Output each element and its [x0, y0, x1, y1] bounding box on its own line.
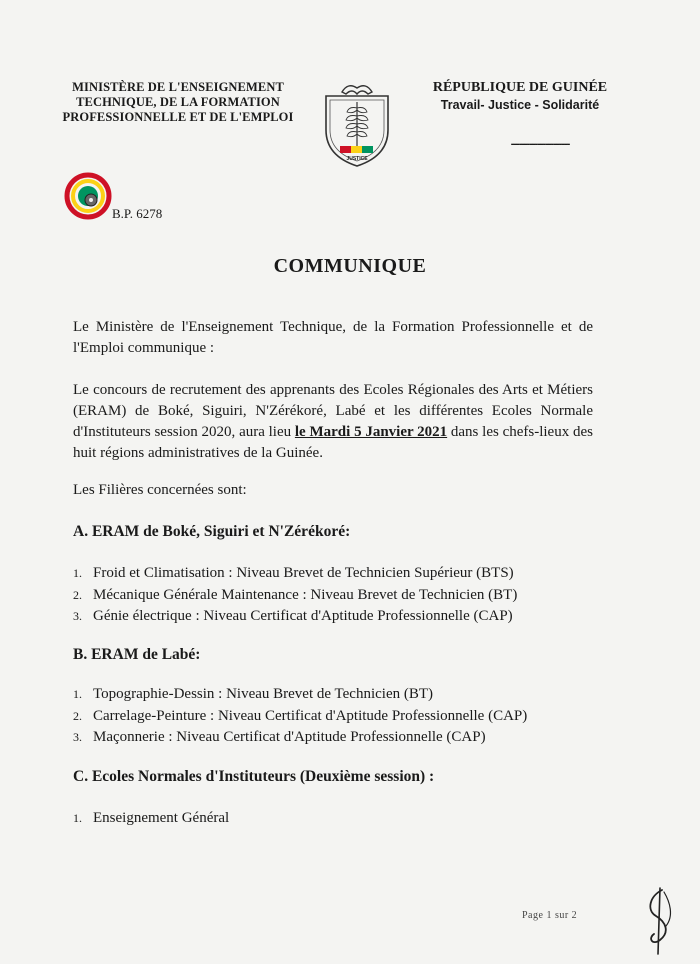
flag-red-stripe [340, 146, 351, 153]
item-number: 3. [73, 609, 82, 623]
section-heading-a: A. ERAM de Boké, Siguiri et N'Zérékoré: [73, 523, 351, 540]
exam-date: le Mardi 5 Janvier 2021 [294, 424, 448, 440]
item-text: Mécanique Générale Maintenance : Niveau Brevet de Technicien (BT) [93, 586, 518, 603]
ministry-logo [63, 172, 113, 220]
section-c-list [73, 808, 229, 830]
item-text: Maçonnerie : Niveau Certificat d'Aptitude Professionnelle (CAP) [93, 729, 486, 745]
separator-line: ---------------------- [510, 138, 570, 150]
ministry-line: PROFESSIONNELLE ET DE L'EMPLOI [62, 110, 294, 124]
item-text: Froid et Climatisation : Niveau Brevet de Technicien Supérieur (BTS) [93, 565, 514, 581]
flag-green-stripe [362, 146, 373, 153]
page-number: Page 1 sur 2 [522, 910, 578, 921]
document-title: COMMUNIQUE [273, 255, 427, 277]
item-number: 1. [73, 566, 82, 580]
republic-title: RÉPUBLIQUE DE GUINÉE [432, 80, 608, 95]
list-item [73, 606, 517, 628]
announcement-text: Le concours de recrutement des apprenants des Ecoles Régionales des Arts et Métiers (ERAM) de Boké, Siguiri, N'Zérékoré, Labé et les différentes Ecoles Normale d'Instituteurs session 2020, aura lieu [73, 382, 593, 440]
intro-paragraph: Le Ministère de l'Enseignement Technique, de la Formation Professionnelle et de l'Emploi communique : [73, 319, 593, 356]
ministry-header [58, 80, 298, 125]
announcement-paragraph [73, 380, 593, 464]
list-item [73, 684, 527, 706]
item-text: Enseignement Général [93, 810, 230, 826]
flag-yellow-stripe [351, 146, 362, 153]
list-item [73, 727, 527, 749]
item-text: Carrelage-Peinture : Niveau Certificat d'Aptitude Professionnelle (CAP) [93, 707, 528, 724]
section-heading-b: B. ERAM de Labé: [73, 646, 201, 663]
handwritten-signature [640, 886, 680, 956]
ministry-line: TECHNIQUE, DE LA FORMATION [76, 95, 280, 109]
list-item [73, 585, 517, 607]
item-number: 2. [73, 587, 82, 602]
filieres-label: Les Filières concernées sont: [73, 482, 247, 498]
list-item [73, 706, 527, 728]
announcement-text-end: dans les chefs-lieux des huit régions administratives de la Guinée. [73, 424, 593, 461]
national-motto: Travail- Justice - Solidarité [440, 98, 600, 112]
section-b-list [73, 684, 527, 749]
item-number: 3. [73, 730, 82, 744]
postal-box: B.P. 6278 [112, 206, 163, 221]
section-a-list [73, 563, 517, 628]
item-number: 1. [73, 811, 82, 825]
seal-text: JUSTICE [346, 156, 368, 162]
republic-header [420, 80, 620, 150]
section-heading-c: C. Ecoles Normales d'Instituteurs (Deuxième session) : [73, 768, 435, 785]
guinea-coat-of-arms [318, 78, 396, 170]
item-number: 1. [73, 687, 82, 701]
item-text: Génie électrique : Niveau Certificat d'Aptitude Professionnelle (CAP) [93, 608, 513, 624]
item-number: 2. [73, 708, 82, 723]
list-item [73, 563, 517, 585]
item-text: Topographie-Dessin : Niveau Brevet de Technicien (BT) [93, 686, 434, 702]
ministry-line: MINISTÈRE DE L'ENSEIGNEMENT [72, 80, 284, 94]
list-item [73, 808, 229, 830]
